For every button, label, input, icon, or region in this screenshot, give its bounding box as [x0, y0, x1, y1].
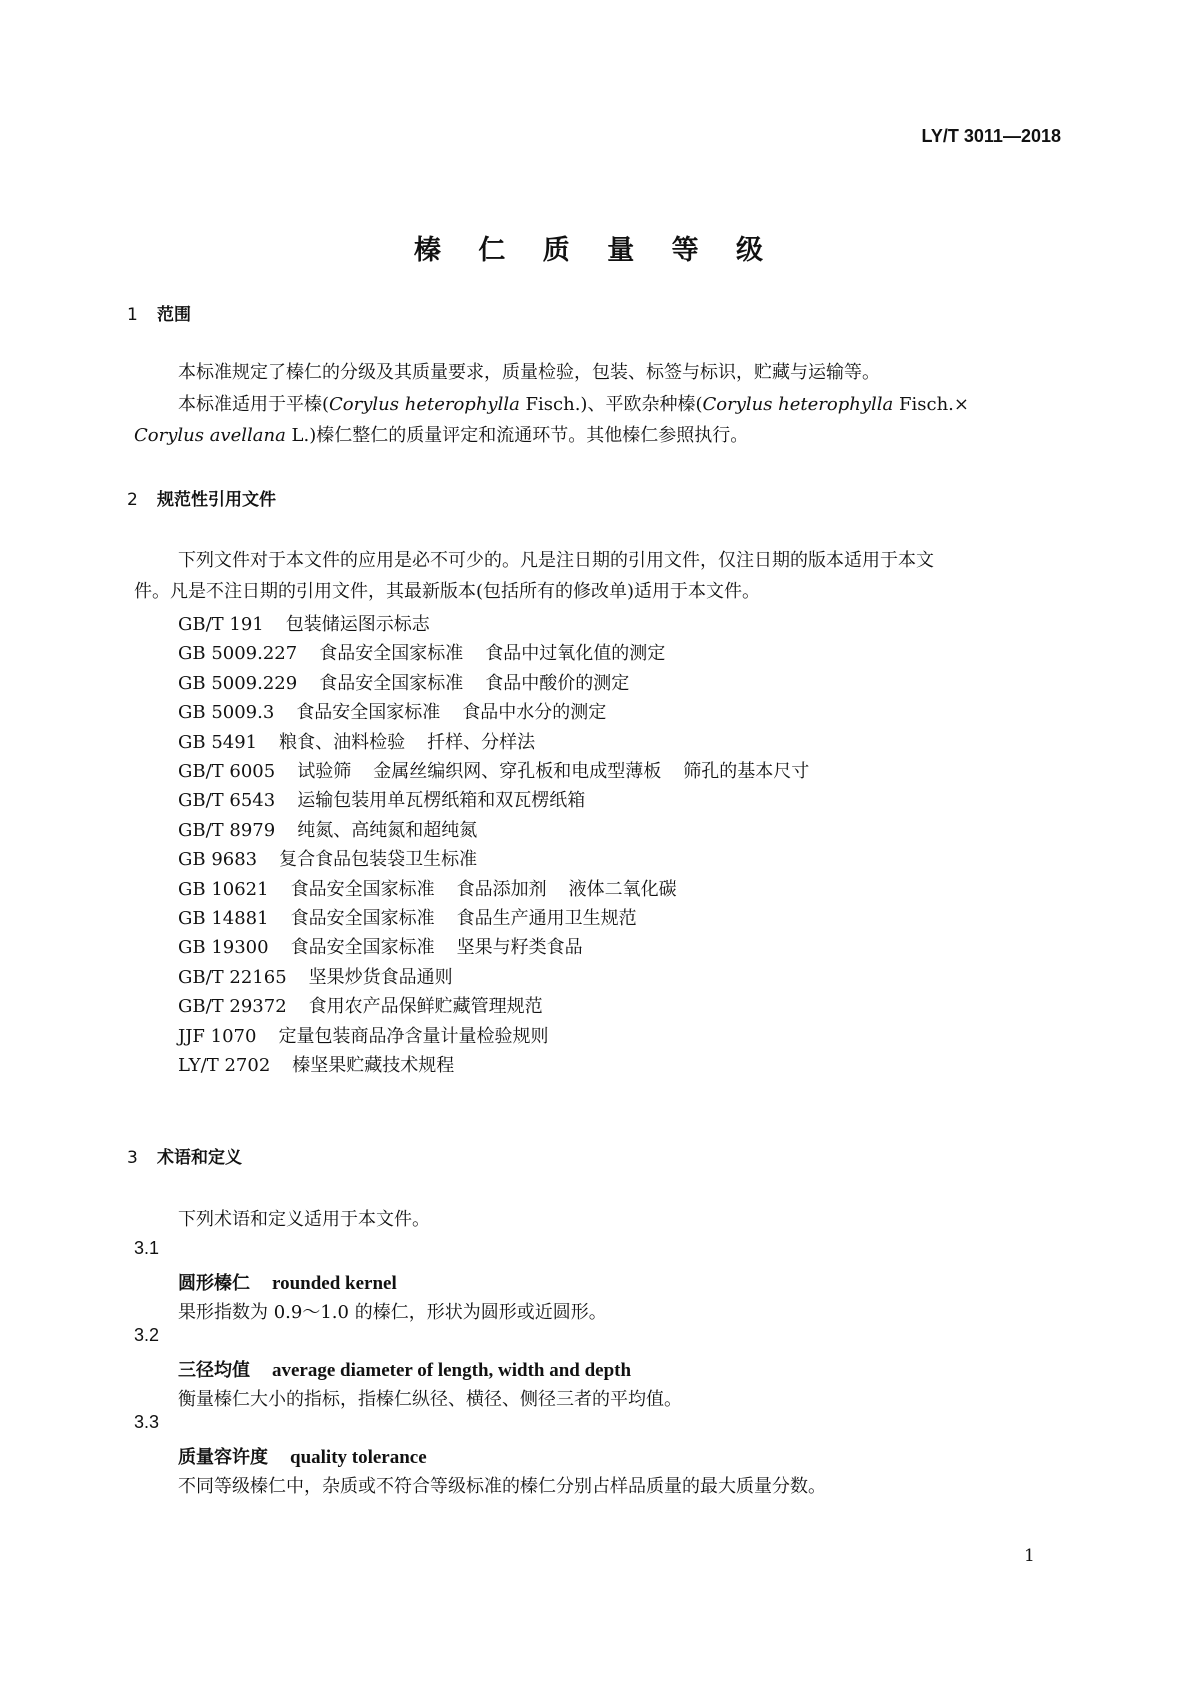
- page-title: 榛 仁 质 量 等 级: [414, 235, 777, 266]
- term-number: 3.3: [134, 1412, 160, 1432]
- reference-item: [178, 875, 677, 901]
- reference-item: [178, 757, 809, 783]
- reference-title: 食品安全国家标准: [319, 672, 464, 694]
- reference-item: [178, 669, 629, 695]
- section-title: 规范性引用文件: [157, 490, 276, 510]
- reference-title: 食品添加剂: [456, 878, 547, 900]
- term-en: quality tolerance: [290, 1447, 427, 1468]
- reference-code: GB 10621: [178, 878, 269, 900]
- reference-title: 筛孔的基本尺寸: [683, 761, 810, 782]
- section-title: 术语和定义: [157, 1148, 242, 1168]
- reference-title: 食品安全国家标准: [290, 937, 435, 959]
- term-heading: [178, 1443, 427, 1469]
- reference-code: JJF 1070: [178, 1025, 257, 1047]
- reference-code: GB 5009.229: [178, 672, 298, 694]
- reference-title: 扦样、分样法: [427, 731, 536, 753]
- reference-title: 坚果与籽类食品: [456, 937, 583, 959]
- reference-title: 食品安全国家标准: [319, 643, 464, 665]
- latin-name: Corylus avellana: [134, 425, 286, 446]
- reference-code: GB 5009.3: [178, 702, 275, 724]
- reference-title: 试验筛: [297, 761, 352, 782]
- reference-code: GB 5491: [178, 731, 258, 753]
- term-en: rounded kernel: [272, 1273, 397, 1294]
- reference-item: [178, 1022, 548, 1048]
- section-number: 3: [127, 1148, 138, 1168]
- term-number: 3.1: [134, 1238, 160, 1258]
- reference-code: GB/T 22165: [178, 966, 287, 988]
- reference-item: [178, 992, 543, 1018]
- reference-code: GB/T 191: [178, 614, 264, 635]
- section-number: 2: [127, 490, 138, 510]
- paragraph: 下列术语和定义适用于本文件。: [178, 1209, 430, 1230]
- term-en: average diameter of length, width and depth: [272, 1360, 632, 1381]
- reference-title: 食用农产品保鲜贮藏管理规范: [308, 996, 543, 1018]
- reference-item: [178, 845, 477, 871]
- reference-item: [178, 786, 585, 812]
- reference-title: 食品生产通用卫生规范: [456, 908, 637, 929]
- reference-title: 粮食、油料检验: [279, 731, 406, 753]
- reference-item: [178, 698, 606, 724]
- reference-title: 金属丝编织网、穿孔板和电成型薄板: [373, 761, 662, 782]
- reference-code: GB/T 8979: [178, 819, 276, 841]
- term-heading: [178, 1356, 631, 1382]
- reference-item: [178, 639, 665, 665]
- term-heading: [178, 1269, 397, 1295]
- latin-name: Corylus heterophylla: [702, 394, 894, 415]
- paragraph: 件。凡是不注日期的引用文件，其最新版本(包括所有的修改单)适用于本文件。: [134, 581, 761, 602]
- reference-code: GB 9683: [178, 849, 258, 871]
- term-definition: 果形指数为 0.9～1.0 的榛仁，形状为圆形或近圆形。: [178, 1302, 607, 1323]
- reference-code: LY/T 2702: [178, 1055, 271, 1076]
- reference-title: 食品中酸价的测定: [485, 672, 630, 694]
- section-number: 1: [127, 305, 138, 325]
- reference-code: GB 5009.227: [178, 643, 298, 665]
- latin-name: Corylus heterophylla: [329, 394, 520, 415]
- section-heading-terms: [127, 1143, 242, 1168]
- reference-code: GB 14881: [178, 908, 269, 929]
- reference-title: 运输包装用单瓦楞纸箱和双瓦楞纸箱: [297, 790, 586, 812]
- reference-item: [178, 963, 453, 989]
- paragraph: 本标准规定了榛仁的分级及其质量要求，质量检验，包装、标签与标识，贮藏与运输等。: [178, 362, 880, 383]
- reference-item: [178, 610, 430, 636]
- text: Fisch.)、平欧杂种榛(: [519, 394, 703, 415]
- reference-item: [178, 728, 535, 754]
- reference-title: 食品安全国家标准: [290, 878, 435, 900]
- term-definition: 衡量榛仁大小的指标，指榛仁纵径、横径、侧径三者的平均值。: [178, 1389, 682, 1410]
- reference-code: GB 19300: [178, 937, 269, 959]
- reference-code: GB/T 6543: [178, 790, 276, 812]
- paragraph: [178, 390, 969, 416]
- reference-title: 食品中水分的测定: [462, 702, 607, 724]
- term-zh: 三径均值: [178, 1360, 250, 1381]
- reference-item: [178, 933, 583, 959]
- paragraph: [134, 421, 748, 447]
- section-heading-scope: [127, 300, 191, 325]
- reference-title: 包装储运图示标志: [285, 614, 430, 635]
- reference-item: [178, 904, 637, 930]
- reference-item: [178, 816, 477, 842]
- reference-title: 食品安全国家标准: [290, 908, 435, 929]
- reference-title: 液体二氧化碳: [568, 878, 677, 900]
- reference-title: 复合食品包装袋卫生标准: [279, 849, 478, 871]
- term-number: 3.2: [134, 1325, 160, 1345]
- reference-title: 坚果炒货食品通则: [308, 966, 453, 988]
- term-zh: 圆形榛仁: [178, 1273, 250, 1294]
- term-definition: 不同等级榛仁中，杂质或不符合等级标准的榛仁分别占样品质量的最大质量分数。: [178, 1476, 826, 1497]
- text: Fisch.×: [893, 394, 969, 415]
- reference-title: 食品安全国家标准: [296, 702, 441, 724]
- reference-title: 定量包装商品净含量计量检验规则: [278, 1025, 549, 1047]
- reference-title: 榛坚果贮藏技术规程: [292, 1055, 455, 1076]
- text: 本标准适用于平榛(: [178, 394, 330, 415]
- paragraph: 下列文件对于本文件的应用是必不可少的。凡是注日期的引用文件，仅注日期的版本适用于本文: [178, 550, 934, 571]
- reference-title: 纯氮、高纯氮和超纯氮: [297, 819, 478, 841]
- reference-item: [178, 1051, 454, 1077]
- section-title: 范围: [157, 305, 191, 325]
- standard-code-header: LY/T 3011—2018: [921, 126, 1061, 146]
- section-heading-normative-references: [127, 485, 276, 510]
- reference-code: GB/T 6005: [178, 761, 276, 782]
- text: L.)榛仁整仁的质量评定和流通环节。其他榛仁参照执行。: [285, 425, 749, 446]
- term-zh: 质量容许度: [178, 1447, 268, 1468]
- page-number: 1: [1024, 1546, 1035, 1566]
- reference-code: GB/T 29372: [178, 996, 287, 1018]
- reference-title: 食品中过氧化值的测定: [485, 643, 666, 665]
